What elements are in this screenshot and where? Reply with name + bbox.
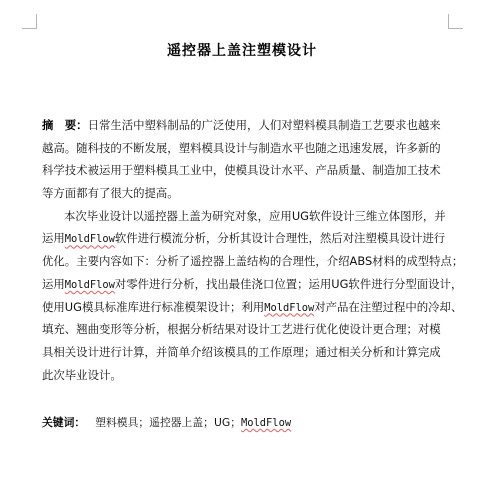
page-corner-mark-right	[448, 14, 463, 29]
document-title: 遥控器上盖注塑模设计	[167, 43, 317, 59]
abstract-line: 填充、翘曲变形等分析，根据分析结果对设计工艺进行优化使设计更合理；对模	[42, 322, 441, 337]
moldflow-term: MoldFlow	[64, 278, 115, 291]
abstract-line: 科学技术被运用于塑料模具工业中，使模具设计水平、产品质量、制造加工技术	[42, 163, 441, 178]
abstract-line	[42, 273, 472, 296]
abstract-text: 对产品在注塑过程中的冷却、	[314, 299, 463, 314]
keywords-text: 塑料模具；遥控器上盖；UG；	[95, 416, 242, 429]
abstract-text: 运用	[42, 231, 65, 246]
abstract-line	[42, 296, 472, 319]
abstract-line: 本次毕业设计以遥控器上盖为研究对象，应用UG软件设计三维立体图形，并	[64, 208, 446, 223]
abstract-text: 使用UG模具标准库进行标准模架设计；利用	[42, 299, 265, 314]
abstract-line: 优化。主要内容如下：分析了遥控器上盖结构的合理性，介绍ABS材料的成型特点；	[42, 254, 464, 269]
abstract-line: 具相关设计进行计算，并简单介绍该模具的工作原理；通过相关分析和计算完成	[42, 344, 441, 359]
abstract-line: 此次毕业设计。	[42, 367, 122, 382]
abstract-text: 运用	[42, 276, 65, 291]
moldflow-term: MoldFlow	[64, 233, 115, 246]
page-corner-mark-left	[22, 14, 37, 29]
abstract-line: 越高。随科技的不断发展，塑料模具设计与制造水平也随之迅速发展，许多新的	[42, 140, 441, 155]
abstract-line	[42, 114, 472, 137]
abstract-line	[42, 227, 472, 250]
moldflow-term: MoldFlow	[264, 301, 315, 314]
keywords-label: 关键词：	[42, 416, 86, 429]
abstract-body	[42, 114, 472, 386]
moldflow-term: MoldFlow	[241, 417, 292, 429]
abstract-line: 等方面都有了很大的提高。	[42, 186, 179, 201]
abstract-text: 软件进行模流分析，分析其设计合理性，然后对注塑模具设计进行	[114, 231, 446, 246]
abstract-text: 对零件进行分析，找出最佳浇口位置；运用UG软件进行分型面设计，	[114, 276, 463, 291]
abstract-text: 日常生活中塑料制品的广泛使用，人们对塑料模具制造工艺要求也越来	[87, 118, 441, 132]
keywords-line	[42, 415, 472, 430]
abstract-label: 摘 要：	[42, 118, 88, 132]
